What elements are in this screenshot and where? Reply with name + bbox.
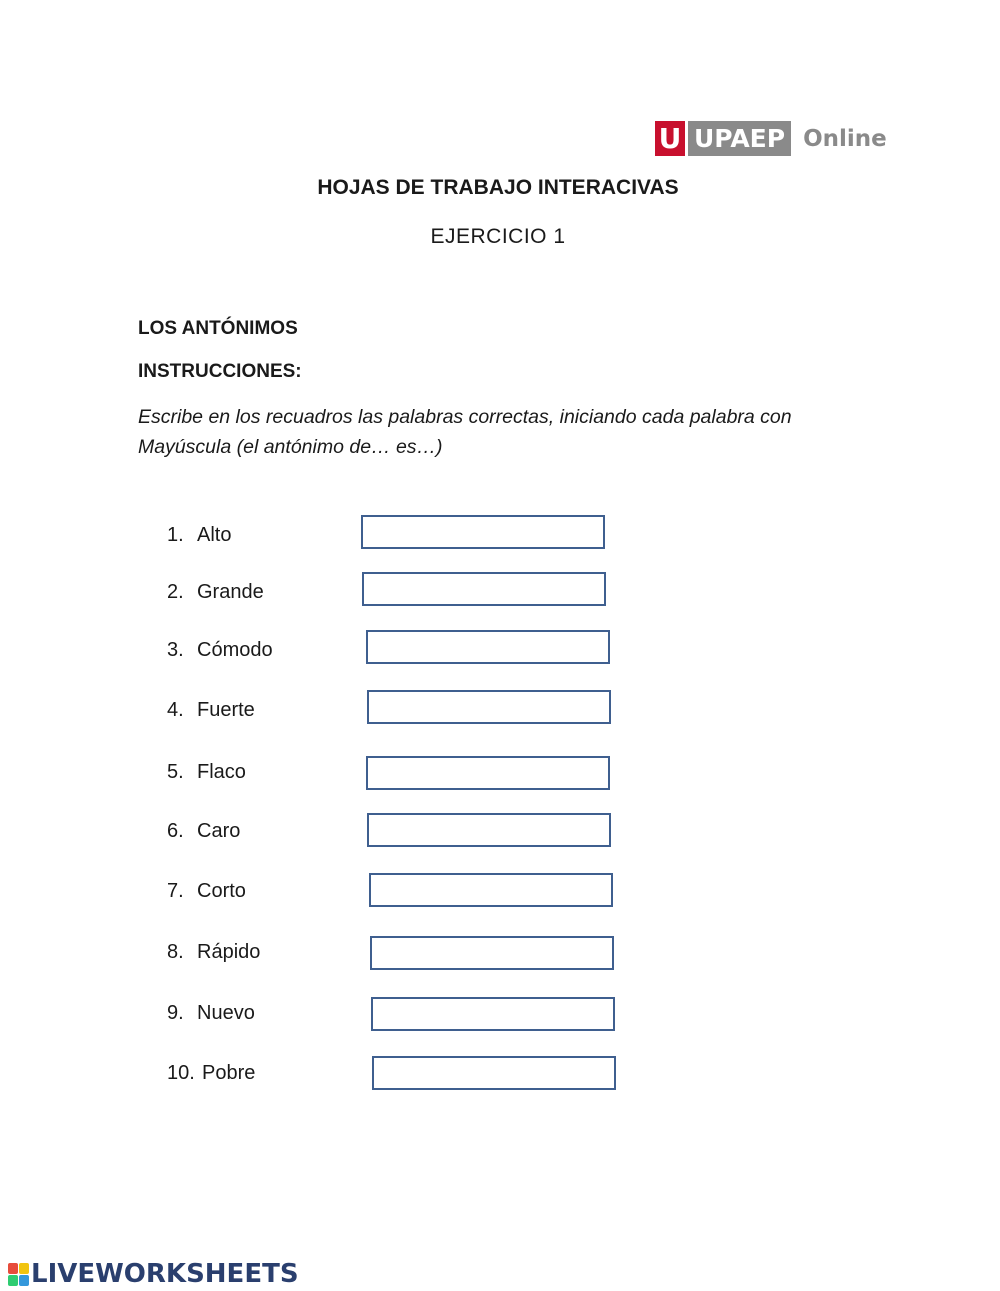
answer-input-2[interactable] <box>362 572 606 606</box>
item-number: 10. <box>167 1062 195 1084</box>
answer-input-9[interactable] <box>371 997 615 1031</box>
item-word: Corto <box>197 880 246 902</box>
list-item <box>0 630 1000 670</box>
answer-input-10[interactable] <box>372 1056 616 1090</box>
list-item <box>0 813 1000 853</box>
answer-input-4[interactable] <box>367 690 611 724</box>
item-word: Pobre <box>202 1062 256 1084</box>
item-number: 4. <box>167 699 184 721</box>
page-title: HOJAS DE TRABAJO INTERACIVAS <box>317 176 679 199</box>
answer-input-5[interactable] <box>366 756 610 790</box>
item-word: Alto <box>197 524 232 546</box>
item-number: 1. <box>167 524 184 546</box>
answer-input-8[interactable] <box>370 936 614 970</box>
list-item <box>0 690 1000 730</box>
item-word: Grande <box>197 581 264 603</box>
upaep-online-logo <box>655 121 887 156</box>
instructions-line-1: Escribe en los recuadros las palabras correctas, iniciando cada palabra con <box>138 406 792 428</box>
liveworksheets-logo-icon <box>8 1263 29 1286</box>
item-number: 3. <box>167 639 184 661</box>
item-number: 2. <box>167 581 184 603</box>
list-item <box>0 1056 1000 1096</box>
list-item <box>0 997 1000 1037</box>
list-item <box>0 936 1000 976</box>
logo-name: UPAEP <box>688 121 791 156</box>
item-word: Cómodo <box>197 639 273 661</box>
answer-input-1[interactable] <box>361 515 605 549</box>
list-item <box>0 515 1000 555</box>
item-number: 7. <box>167 880 184 902</box>
answer-input-6[interactable] <box>367 813 611 847</box>
answer-input-7[interactable] <box>369 873 613 907</box>
logo-mark: U <box>655 121 685 156</box>
item-word: Nuevo <box>197 1002 255 1024</box>
item-number: 8. <box>167 941 184 963</box>
footer-brand: LIVEWORKSHEETS <box>31 1259 299 1289</box>
page-subtitle: EJERCICIO 1 <box>430 225 566 248</box>
item-number: 9. <box>167 1002 184 1024</box>
list-item <box>0 756 1000 796</box>
instructions-line-2: Mayúscula (el antónimo de… es…) <box>138 436 443 458</box>
liveworksheets-logo <box>8 1259 299 1289</box>
item-word: Caro <box>197 820 241 842</box>
list-item <box>0 873 1000 913</box>
item-word: Fuerte <box>197 699 255 721</box>
answer-input-3[interactable] <box>366 630 610 664</box>
item-word: Rápido <box>197 941 261 963</box>
instructions-label: INSTRUCCIONES: <box>138 361 302 382</box>
logo-suffix: Online <box>803 125 887 152</box>
item-number: 6. <box>167 820 184 842</box>
instructions-text <box>138 402 858 462</box>
section-title: LOS ANTÓNIMOS <box>138 318 298 339</box>
item-word: Flaco <box>197 761 246 783</box>
list-item <box>0 572 1000 612</box>
item-number: 5. <box>167 761 184 783</box>
